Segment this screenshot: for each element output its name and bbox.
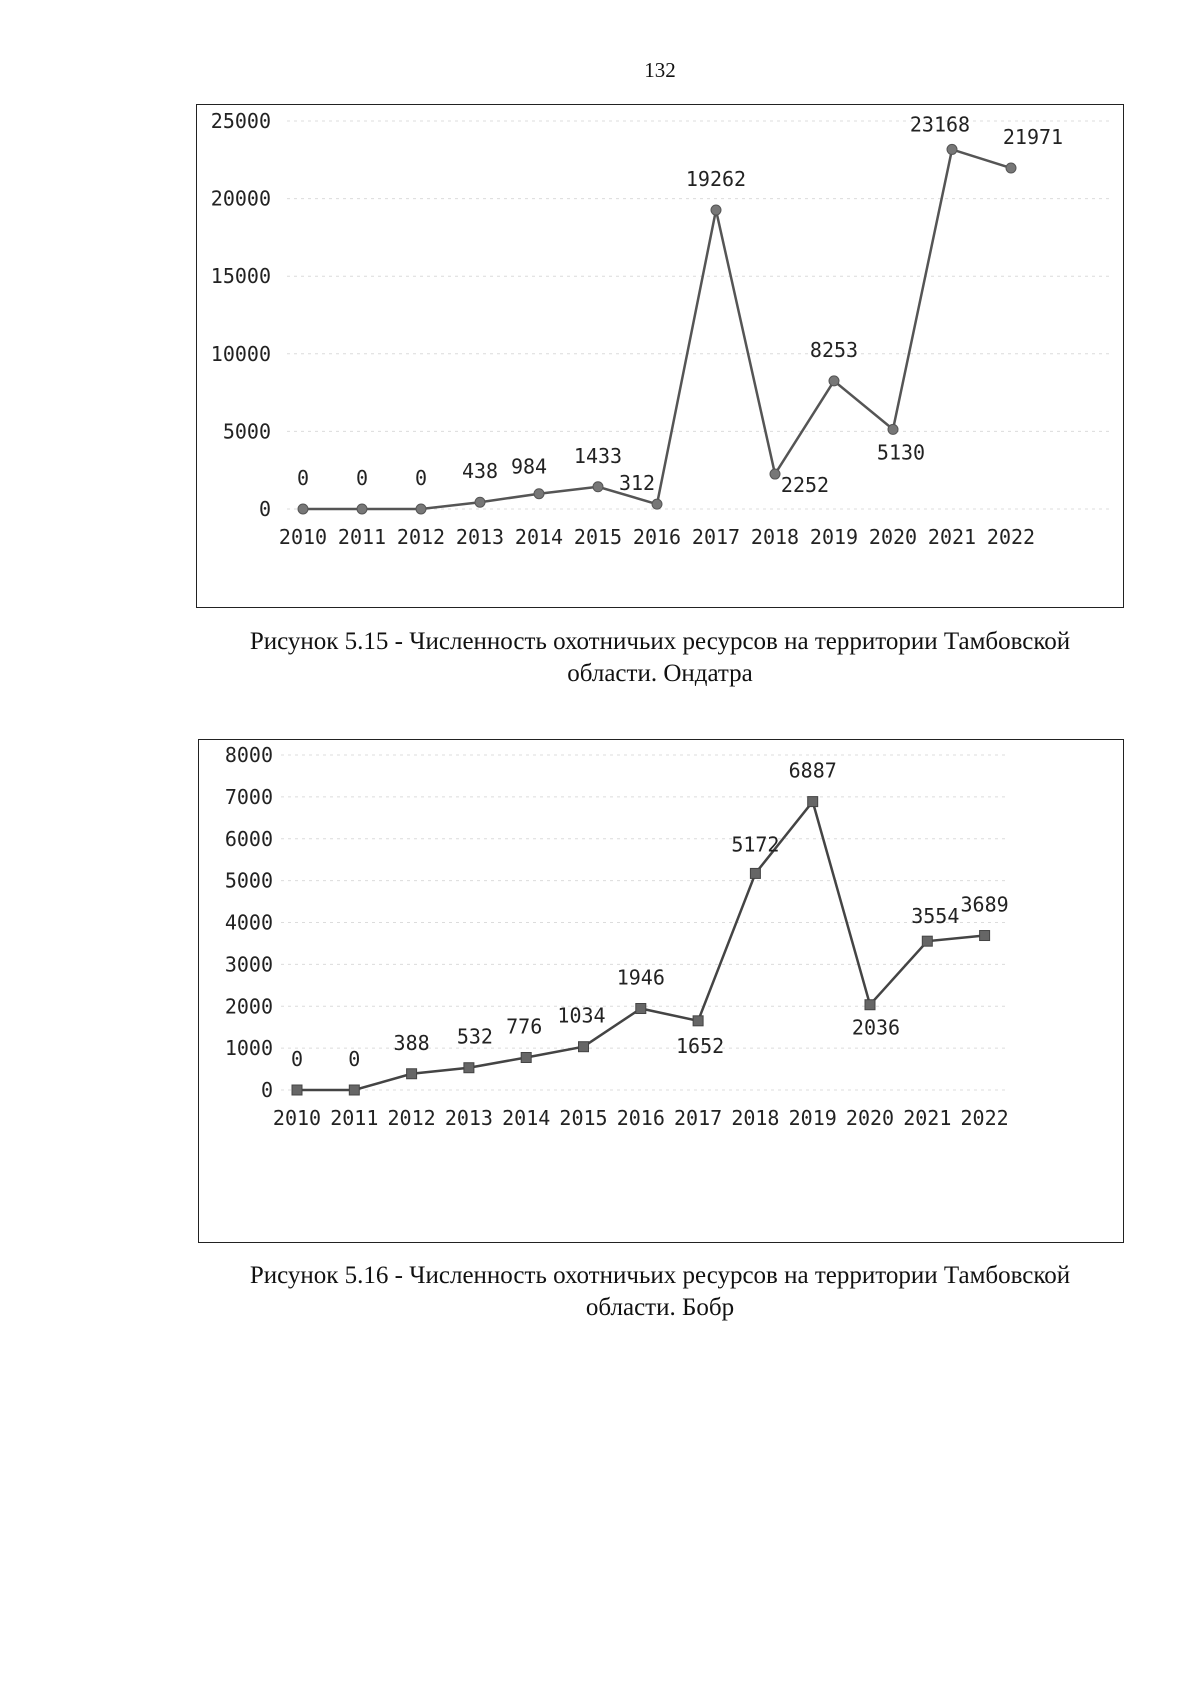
data-label: 0 (355, 466, 369, 490)
y-tick-label: 20000 (210, 186, 271, 211)
x-tick-label: 2021 (903, 1106, 952, 1130)
data-label: 1652 (676, 1033, 725, 1058)
data-point (1006, 163, 1016, 173)
data-label: 1034 (557, 1003, 606, 1028)
x-tick-label: 2010 (278, 525, 328, 549)
data-label: 532 (456, 1024, 493, 1049)
data-point (292, 1085, 302, 1095)
data-label: 2036 (851, 1015, 901, 1040)
y-tick-label: 8000 (224, 743, 273, 767)
y-tick-label: 10000 (210, 341, 271, 366)
data-label: 23168 (909, 112, 971, 137)
chart-beaver-svg (199, 740, 1123, 1242)
data-point (808, 797, 818, 807)
data-point (475, 497, 485, 507)
data-point (521, 1053, 531, 1063)
data-label: 776 (506, 1014, 543, 1039)
data-point (693, 1016, 703, 1026)
x-tick-label: 2012 (396, 525, 446, 549)
y-tick-label: 15000 (210, 264, 271, 289)
data-label: 8253 (809, 337, 859, 362)
x-tick-label: 2016 (632, 525, 682, 549)
x-tick-label: 2014 (502, 1106, 551, 1130)
x-tick-label: 2022 (960, 1106, 1009, 1130)
data-label: 3554 (911, 904, 960, 929)
data-label: 2252 (780, 473, 830, 498)
data-label: 0 (348, 1047, 361, 1071)
x-tick-label: 2015 (559, 1106, 608, 1130)
data-point (407, 1069, 417, 1079)
x-tick-label: 2014 (514, 525, 564, 549)
data-label: 312 (618, 471, 656, 496)
y-tick-label: 6000 (224, 826, 273, 851)
x-tick-label: 2018 (750, 525, 800, 549)
caption-line-2: области. Бобр (585, 1294, 735, 1321)
x-tick-label: 2013 (444, 1106, 493, 1130)
x-tick-label: 2020 (868, 525, 918, 549)
data-point (298, 504, 308, 514)
y-tick-label: 5000 (224, 868, 273, 893)
data-point (464, 1063, 474, 1073)
data-label: 19262 (685, 167, 747, 192)
data-point (416, 504, 426, 514)
y-tick-label: 0 (258, 497, 271, 521)
data-label: 5172 (731, 832, 780, 857)
data-label: 5130 (876, 440, 926, 465)
data-label: 3689 (960, 892, 1009, 917)
y-tick-label: 3000 (224, 952, 273, 977)
data-point (980, 931, 990, 941)
y-tick-label: 1000 (224, 1036, 273, 1061)
data-label: 0 (296, 466, 310, 490)
chart-muskrat-svg (197, 105, 1123, 607)
data-label: 0 (290, 1047, 304, 1071)
x-tick-label: 2013 (455, 525, 505, 549)
data-point (593, 482, 603, 492)
data-point (888, 424, 898, 434)
data-label: 1946 (616, 965, 665, 990)
data-point (865, 1000, 875, 1010)
figure-caption-beaver (190, 1260, 1130, 1324)
data-point (922, 936, 932, 946)
caption-line-2: области. Ондатра (567, 660, 753, 687)
y-tick-label: 2000 (224, 994, 273, 1019)
data-label: 1433 (573, 443, 623, 468)
y-tick-label: 4000 (224, 910, 273, 935)
x-tick-label: 2021 (927, 525, 977, 549)
x-tick-label: 2016 (616, 1106, 665, 1130)
y-tick-label: 0 (260, 1078, 273, 1102)
data-point (829, 376, 839, 386)
y-tick-label: 25000 (210, 109, 271, 133)
y-tick-label: 5000 (222, 419, 271, 444)
x-tick-label: 2017 (674, 1106, 723, 1130)
data-point (947, 144, 957, 154)
x-tick-label: 2011 (330, 1106, 379, 1130)
data-point (652, 499, 662, 509)
data-label: 388 (393, 1030, 430, 1055)
data-label: 438 (461, 459, 499, 484)
chart-beaver (198, 739, 1124, 1243)
data-label: 984 (510, 454, 548, 479)
chart-muskrat (196, 104, 1124, 608)
x-tick-label: 2017 (691, 525, 741, 549)
data-point (770, 469, 780, 479)
x-tick-label: 2020 (845, 1106, 895, 1130)
data-point (711, 205, 721, 215)
y-tick-label: 7000 (224, 784, 273, 809)
page-number: 132 (644, 58, 676, 82)
data-label: 0 (414, 466, 428, 490)
x-tick-label: 2012 (387, 1106, 436, 1130)
data-point (636, 1004, 646, 1014)
caption-line-1: Рисунок 5.16 - Численность охотничьих ресурсов на территории Тамбовской (249, 1262, 1071, 1289)
x-tick-label: 2019 (788, 1106, 837, 1130)
data-point (534, 489, 544, 499)
x-tick-label: 2018 (731, 1106, 780, 1130)
data-point (750, 868, 760, 878)
data-point (579, 1042, 589, 1052)
x-tick-label: 2011 (337, 525, 387, 549)
x-tick-label: 2010 (272, 1106, 322, 1130)
data-label: 21971 (1002, 125, 1064, 150)
caption-line-1: Рисунок 5.15 - Численность охотничьих ресурсов на территории Тамбовской (249, 628, 1071, 655)
figure-caption-muskrat (190, 626, 1130, 690)
data-label: 6887 (788, 758, 837, 783)
x-tick-label: 2022 (986, 525, 1036, 549)
data-point (349, 1085, 359, 1095)
data-point (357, 504, 367, 514)
x-tick-label: 2019 (809, 525, 859, 549)
x-tick-label: 2015 (573, 525, 623, 549)
